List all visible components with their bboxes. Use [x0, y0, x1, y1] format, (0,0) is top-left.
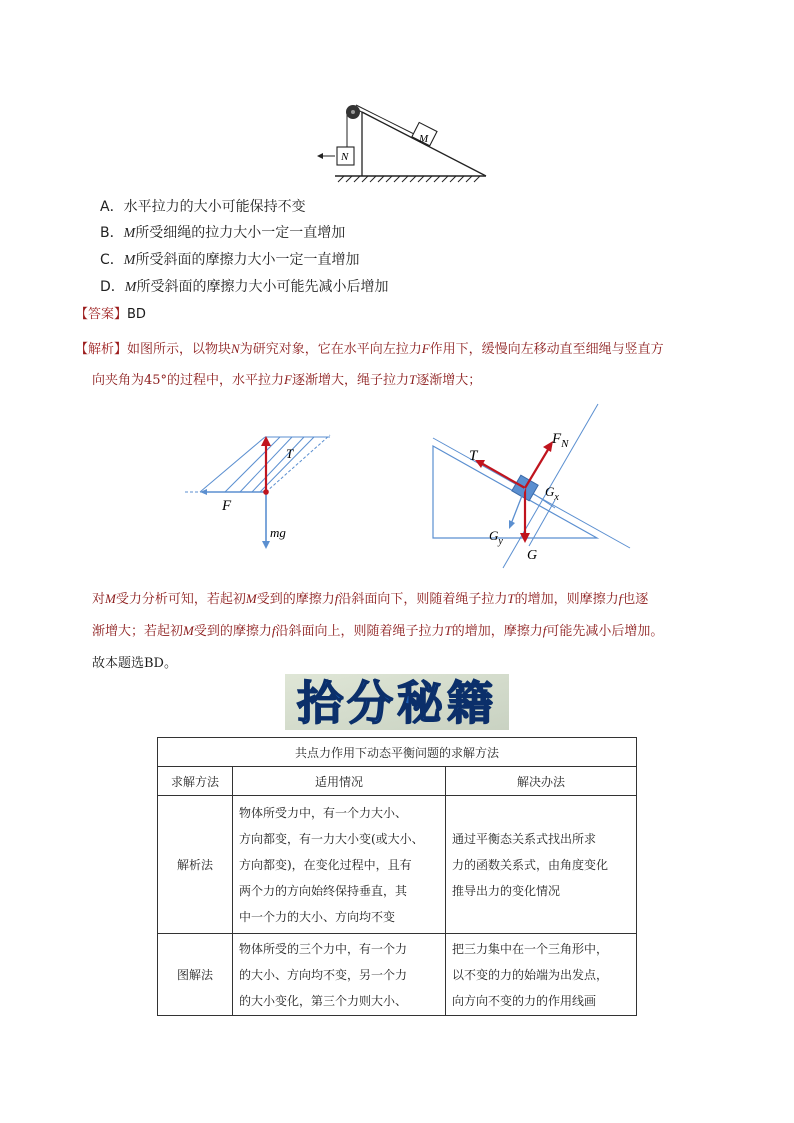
solution-line: 力的函数关系式，由角度变化: [452, 857, 609, 872]
text: 渐增大；若起初: [92, 624, 184, 639]
label-gx: G: [545, 484, 555, 499]
analysis-line-3: [92, 588, 648, 607]
label-fn-sub: N: [561, 438, 569, 450]
option-text: 水平拉力的大小可能保持不变: [123, 199, 306, 215]
label-gy: G: [489, 528, 499, 543]
solution-line: 通过平衡态关系式找出所求: [452, 831, 597, 846]
var-m: M: [183, 623, 194, 638]
option-letter: D．: [100, 279, 125, 295]
text: 沿斜面向下，则随着绳子拉力: [338, 592, 508, 607]
label-gy-sub: y: [498, 536, 503, 547]
option-var: M: [123, 226, 136, 241]
case-line: 方向都变，有一力大小变(或大小、: [239, 831, 424, 846]
incline-pulley-figure: [300, 98, 500, 188]
case-line: 的大小变化，第三个力则大小、: [239, 993, 408, 1008]
solution-line: 以不变的力的始端为出发点，: [452, 967, 609, 982]
label-mg: mg: [270, 525, 286, 540]
label-t: T: [469, 448, 478, 464]
label-fn: F: [552, 431, 562, 447]
solution-cell: [446, 796, 637, 934]
var-n: N: [231, 341, 240, 356]
solution-cell: [446, 934, 637, 1016]
text: 受力分析可知，若起初: [115, 592, 246, 607]
force-diagram-right: [425, 400, 635, 570]
option-var: M: [123, 253, 136, 268]
option-letter: B．: [100, 225, 124, 241]
option-letter: C．: [100, 252, 124, 268]
answer-label: 【答案】: [75, 307, 128, 322]
banner-title: [285, 674, 509, 730]
header-solution: 解决办法: [446, 767, 637, 796]
label-m: M: [419, 133, 429, 145]
var-f: F: [421, 341, 430, 356]
text: 受到的摩擦力: [256, 592, 335, 607]
text: 逐渐增大；: [416, 373, 482, 388]
option-c[interactable]: [100, 249, 359, 269]
text: 如图所示，以物块: [127, 342, 232, 357]
label-f: F: [222, 498, 232, 514]
option-d[interactable]: [100, 276, 388, 296]
var-t: T: [444, 623, 452, 638]
label-t: T: [286, 446, 294, 461]
label-g: G: [527, 548, 538, 563]
answer: [75, 303, 146, 322]
case-line: 物体所受力中，有一个力大小、: [239, 805, 408, 820]
solution-line: 向方向不变的力的作用线画: [452, 993, 597, 1008]
var-f: f: [271, 623, 276, 638]
option-letter: A．: [100, 199, 124, 215]
text: 的增加，摩擦力: [451, 624, 543, 639]
force-diagram-left: [180, 425, 340, 555]
option-b[interactable]: [100, 222, 345, 242]
conclusion: 故本题选BD。: [92, 656, 177, 671]
option-a[interactable]: [100, 196, 306, 216]
header-cases: 适用情况: [233, 767, 446, 796]
label-gx-sub: x: [554, 492, 559, 503]
var-m: M: [245, 591, 257, 606]
case-line: 的大小、方向均不变，另一个力: [239, 967, 408, 982]
var-f: F: [284, 372, 292, 387]
table-row: [158, 796, 637, 934]
cases-cell: [233, 934, 446, 1016]
text: 的增加，则摩擦力: [514, 592, 619, 607]
svg-text:Gx: [545, 484, 559, 503]
methods-table: [157, 737, 637, 1016]
text: 向夹角为45°的过程中，水平拉力: [92, 373, 285, 388]
analysis-line-1: [75, 338, 664, 357]
var-f: f: [618, 591, 623, 606]
analysis-line-2: [92, 369, 481, 388]
text: 对: [92, 592, 106, 607]
option-text: 所受斜面的摩擦力大小一定一直增加: [135, 252, 360, 268]
svg-text:FN: [551, 431, 569, 450]
header-method: 求解方法: [158, 767, 233, 796]
case-line: 方向都变)，在变化过程中，且有: [239, 857, 412, 872]
var-f: f: [542, 623, 547, 638]
table-row: [158, 934, 637, 1016]
option-text: 所受斜面的摩擦力大小可能先减小后增加: [136, 279, 389, 295]
svg-text:Gy: [489, 528, 503, 547]
text: 作用下，缓慢向左移动直至细绳与竖直方: [429, 342, 664, 357]
solution-line: 把三力集中在一个三角形中，: [452, 941, 609, 956]
analysis-line-4: [92, 620, 663, 639]
text: 可能先减小后增加。: [546, 624, 664, 639]
analysis-label: 【解析】: [75, 342, 128, 357]
text: 受到的摩擦力: [193, 624, 272, 639]
var-t: T: [507, 591, 515, 606]
text: 逐渐增大，绳子拉力: [292, 373, 410, 388]
text: 也逐: [622, 592, 649, 607]
text: 为研究对象，它在水平向左拉力: [239, 342, 422, 357]
method-cell: 解析法: [158, 796, 233, 934]
case-line: 两个力的方向始终保持垂直，其: [239, 883, 408, 898]
answer-value: BD: [127, 307, 146, 322]
banner-text: 拾分秘籍: [297, 676, 497, 730]
case-line: 中一个力的大小、方向均不变: [239, 909, 396, 924]
case-line: 物体所受的三个力中，有一个力: [239, 941, 408, 956]
option-var: M: [124, 280, 137, 295]
method-cell: 图解法: [158, 934, 233, 1016]
var-t: T: [409, 372, 417, 387]
var-f: f: [334, 591, 339, 606]
solution-line: 推导出力的变化情况: [452, 883, 561, 898]
cases-cell: [233, 796, 446, 934]
var-m: M: [105, 591, 116, 606]
option-text: 所受细绳的拉力大小一定一直增加: [135, 225, 346, 241]
label-n: N: [341, 151, 349, 163]
table-title: 共点力作用下动态平衡问题的求解方法: [158, 738, 637, 767]
text: 沿斜面向上，则随着绳子拉力: [275, 624, 445, 639]
